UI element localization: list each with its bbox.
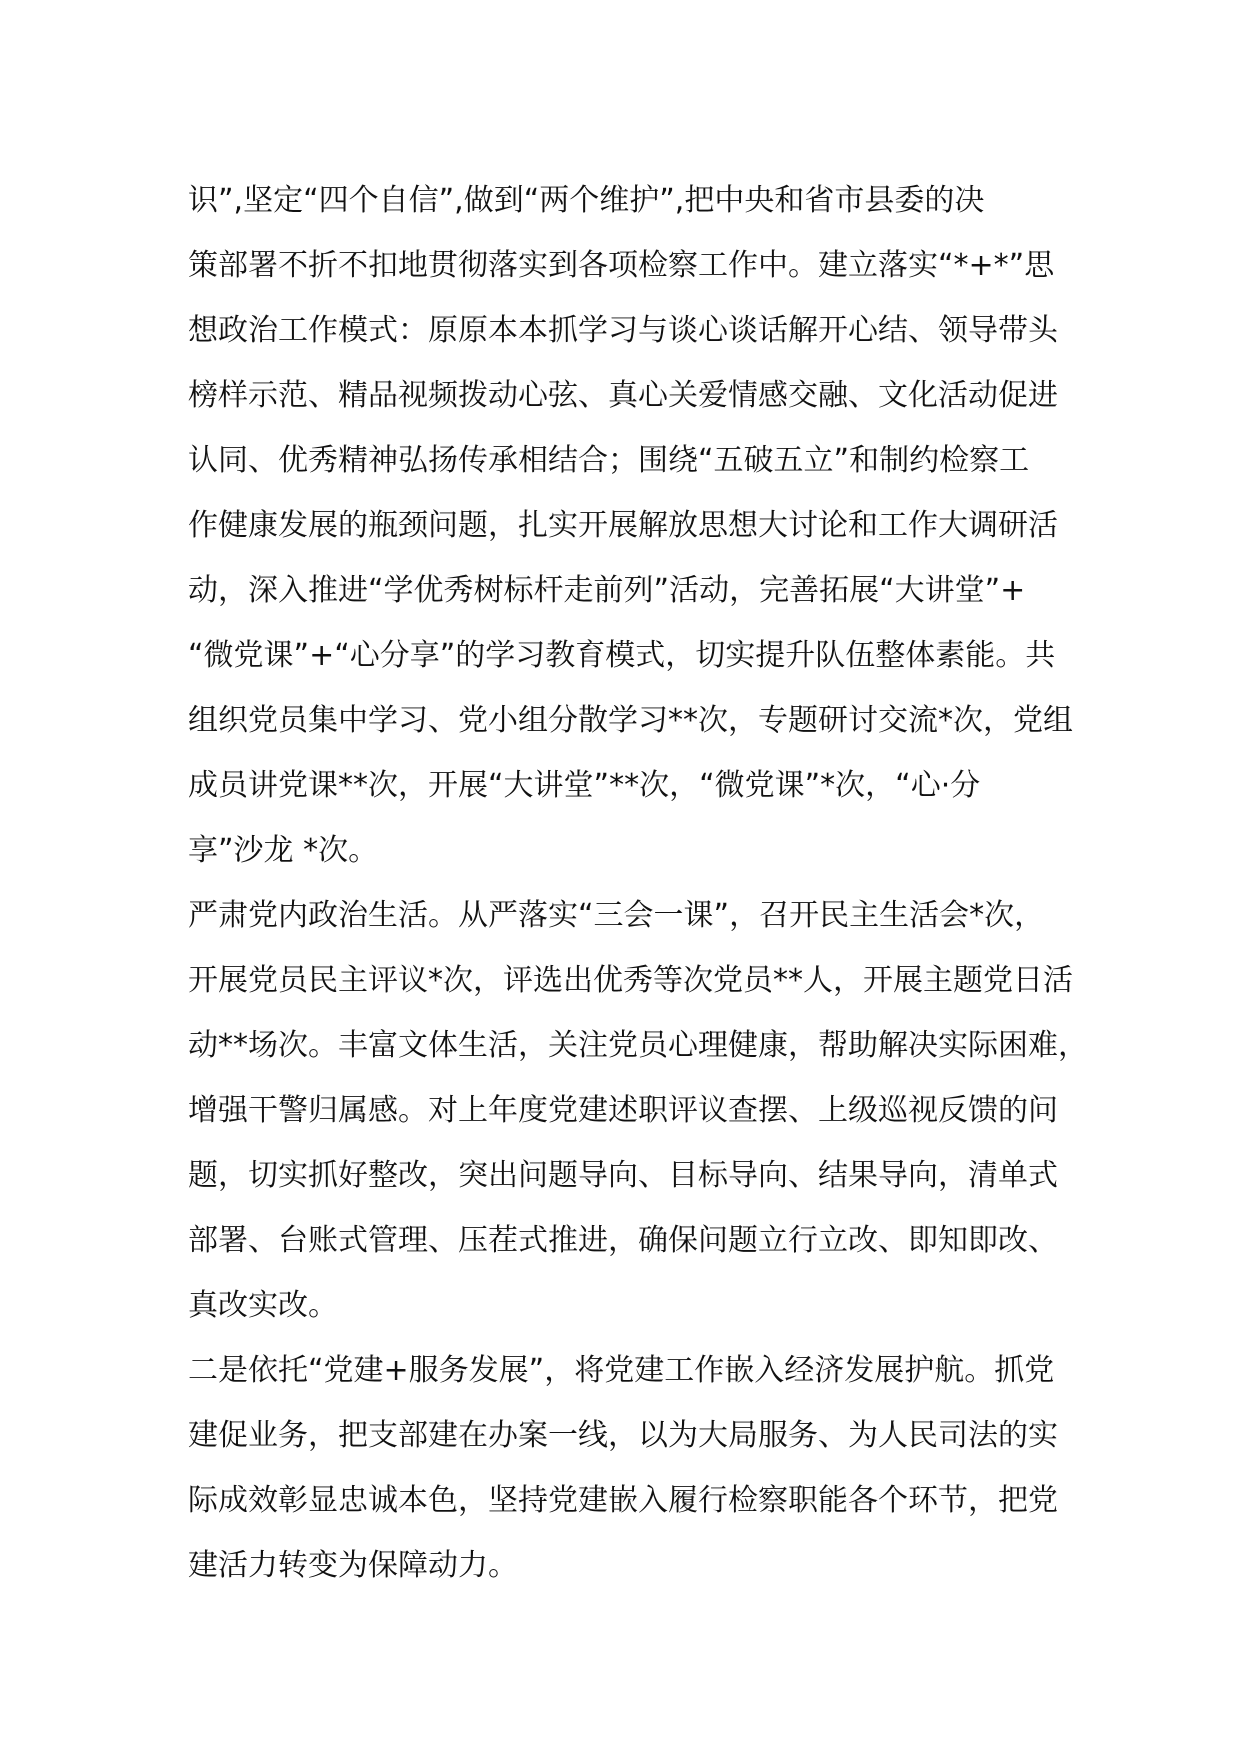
text-line-10: 成员讲党课**次，开展“大讲堂”**次，“微党课”*次，“心·分 bbox=[188, 768, 981, 803]
text-line-20: 建促业务，把支部建在办案一线，以为大局服务、为人民司法的实 bbox=[188, 1418, 1058, 1453]
text-line-18: 真改实改。 bbox=[188, 1288, 338, 1323]
text-line-3: 想政治工作模式：原原本本抓学习与谈心谈话解开心结、领导带头 bbox=[188, 313, 1058, 348]
text-line-8: “微党课”+“心分享”的学习教育模式，切实提升队伍整体素能。共 bbox=[188, 638, 1056, 673]
document-body bbox=[188, 168, 1088, 1598]
text-line-4: 榜样示范、精品视频拨动心弦、真心关爱情感交融、文化活动促进 bbox=[188, 378, 1058, 413]
text-line-5: 认同、优秀精神弘扬传承相结合；围绕“五破五立”和制约检察工 bbox=[188, 443, 1030, 478]
text-line-14: 动**场次。丰富文体生活，关注党员心理健康，帮助解决实际困难， bbox=[188, 1028, 1088, 1063]
text-line-1: 识”,坚定“四个自信”,做到“两个维护”,把中央和省市县委的决 bbox=[188, 183, 985, 218]
text-line-16: 题，切实抓好整改，突出问题导向、目标导向、结果导向，清单式 bbox=[188, 1158, 1058, 1193]
text-line-9: 组织党员集中学习、党小组分散学习**次，专题研讨交流*次，党组 bbox=[188, 703, 1073, 738]
text-line-2: 策部署不折不扣地贯彻落实到各项检察工作中。建立落实“*+*”思 bbox=[188, 248, 1055, 283]
text-line-7: 动，深入推进“学优秀树标杆走前列”活动，完善拓展“大讲堂”+ bbox=[188, 573, 1026, 608]
text-line-12: 严肃党内政治生活。从严落实“三会一课”，召开民主生活会*次， bbox=[188, 898, 1045, 933]
text-line-15: 增强干警归属感。对上年度党建述职评议查摆、上级巡视反馈的问 bbox=[188, 1093, 1058, 1128]
text-line-11: 享”沙龙 *次。 bbox=[188, 833, 379, 868]
text-line-6: 作健康发展的瓶颈问题，扎实开展解放思想大讨论和工作大调研活 bbox=[188, 508, 1058, 543]
text-line-17: 部署、台账式管理、压茬式推进，确保问题立行立改、即知即改、 bbox=[188, 1223, 1058, 1258]
text-line-13: 开展党员民主评议*次，评选出优秀等次党员**人，开展主题党日活 bbox=[188, 963, 1073, 998]
text-line-21: 际成效彰显忠诚本色，坚持党建嵌入履行检察职能各个环节，把党 bbox=[188, 1483, 1058, 1518]
text-line-22: 建活力转变为保障动力。 bbox=[188, 1548, 518, 1583]
text-line-19: 二是依托“党建+服务发展”，将党建工作嵌入经济发展护航。抓党 bbox=[188, 1353, 1055, 1388]
